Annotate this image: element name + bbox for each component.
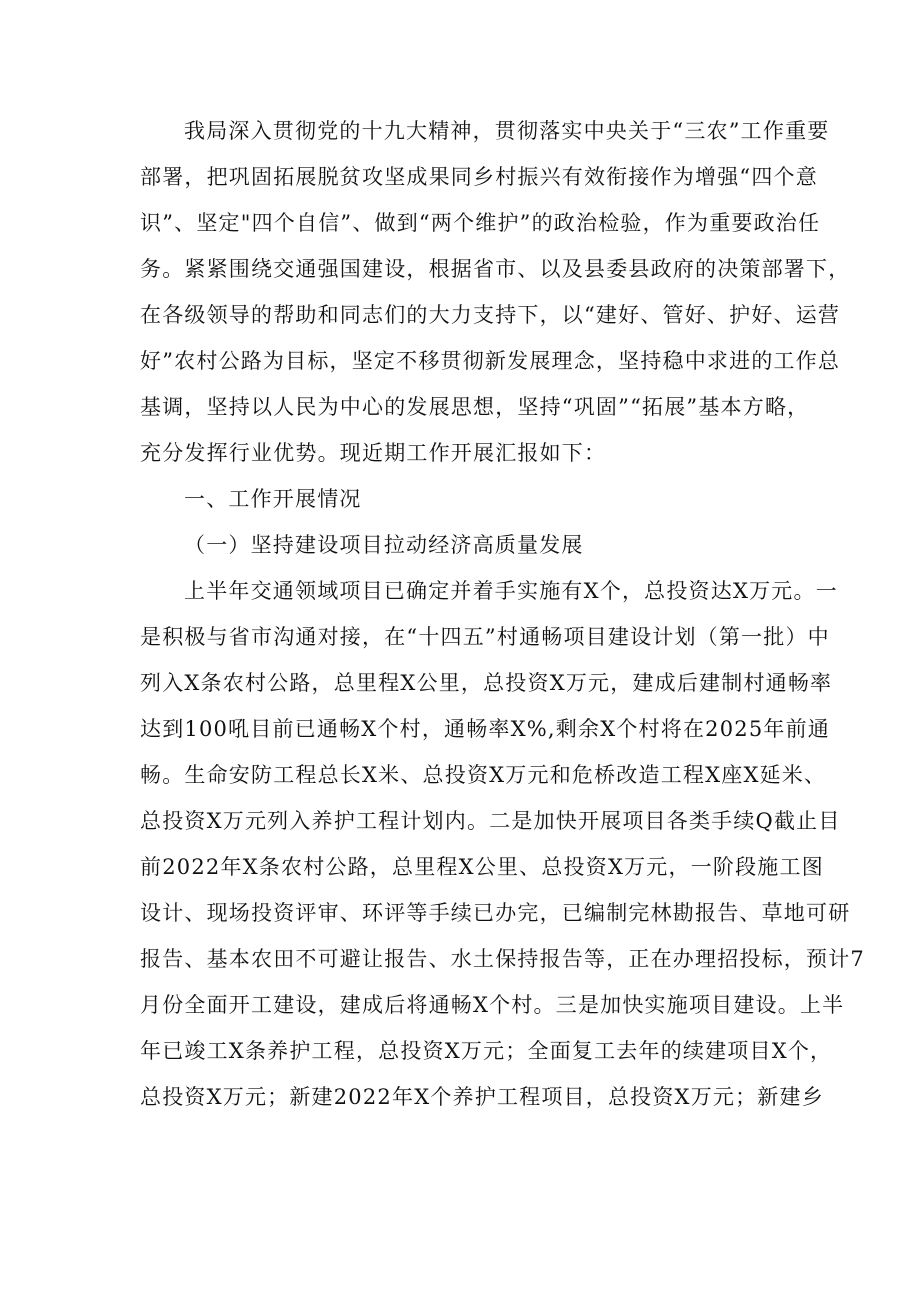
- paragraph-2-line-5: 畅。生命安防工程总长X米、总投资X万元和危桥改造工程X座X延米、: [140, 763, 827, 787]
- paragraph-2-line-2: 是积极与省市沟通对接，在“十四五”村通畅项目建设计划（第一批）中: [140, 625, 830, 649]
- paragraph-1-line-4: 务。紧紧围绕交通强国建设，根据省市、以及县委县政府的决策部署下，: [140, 257, 851, 281]
- paragraph-1-line-7: 基调，坚持以人民为中心的发展思想，坚持“巩固”“拓展”基本方略，: [140, 395, 810, 419]
- paragraph-1-line-6: 好”农村公路为目标，坚定不移贯彻新发展理念，坚持稳中求进的工作总: [140, 349, 841, 373]
- paragraph-2-line-12: 总投资X万元；新建2022年X个养护工程项目，总投资X万元；新建乡: [140, 1085, 824, 1109]
- paragraph-1-line-5: 在各级领导的帮助和同志们的大力支持下，以“建好、管好、护好、运营: [140, 303, 841, 327]
- subsection-heading: （一）坚持建设项目拉动经济高质量发展: [184, 533, 584, 557]
- paragraph-1-line-2: 部署，把巩固拓展脱贫攻坚成果同乡村振兴有效衔接作为增强“四个意: [140, 165, 818, 189]
- paragraph-2-line-11: 年已竣工X条养护工程，总投资X万元；全面复工去年的续建项目X个，: [140, 1039, 833, 1063]
- paragraph-2-line-6: 总投资X万元列入养护工程计划内。二是加快开展项目各类手续Q截止目: [140, 809, 841, 833]
- paragraph-2-line-7: 前2022年X条农村公路，总里程X公里、总投资X万元，一阶段施工图: [140, 855, 824, 879]
- paragraph-2-line-3: 列入X条农村公路，总里程X公里，总投资X万元，建成后建制村通畅率: [140, 671, 833, 695]
- paragraph-2-line-8: 设计、现场投资评审、环评等手续已办完，已编制完林勘报告、草地可研: [140, 901, 851, 925]
- paragraph-2-line-4: 达到100吼目前已通畅X个村，通畅率X%,剩余X个村将在2025年前通: [140, 717, 831, 741]
- paragraph-2-line-9: 报告、基本农田不可避让报告、水土保持报告等，正在办理招投标，预计7: [140, 947, 865, 971]
- paragraph-1-line-8: 充分发挥行业优势。现近期工作开展汇报如下：: [140, 441, 607, 465]
- paragraph-2-line-1: 上半年交通领域项目已确定并着手实施有X个，总投资达X万元。一: [184, 579, 838, 603]
- paragraph-2-line-10: 月份全面开工建设，建成后将通畅X个村。三是加快实施项目建设。上半: [140, 993, 845, 1017]
- paragraph-1-line-1: 我局深入贯彻党的十九大精神，贯彻落实中央关于“三农”工作重要: [184, 119, 830, 143]
- section-heading: 一、工作开展情况: [184, 487, 362, 511]
- paragraph-1-line-3: 识”、坚定"四个自信”、做到“两个维护”的政治检验，作为重要政治任: [140, 211, 821, 235]
